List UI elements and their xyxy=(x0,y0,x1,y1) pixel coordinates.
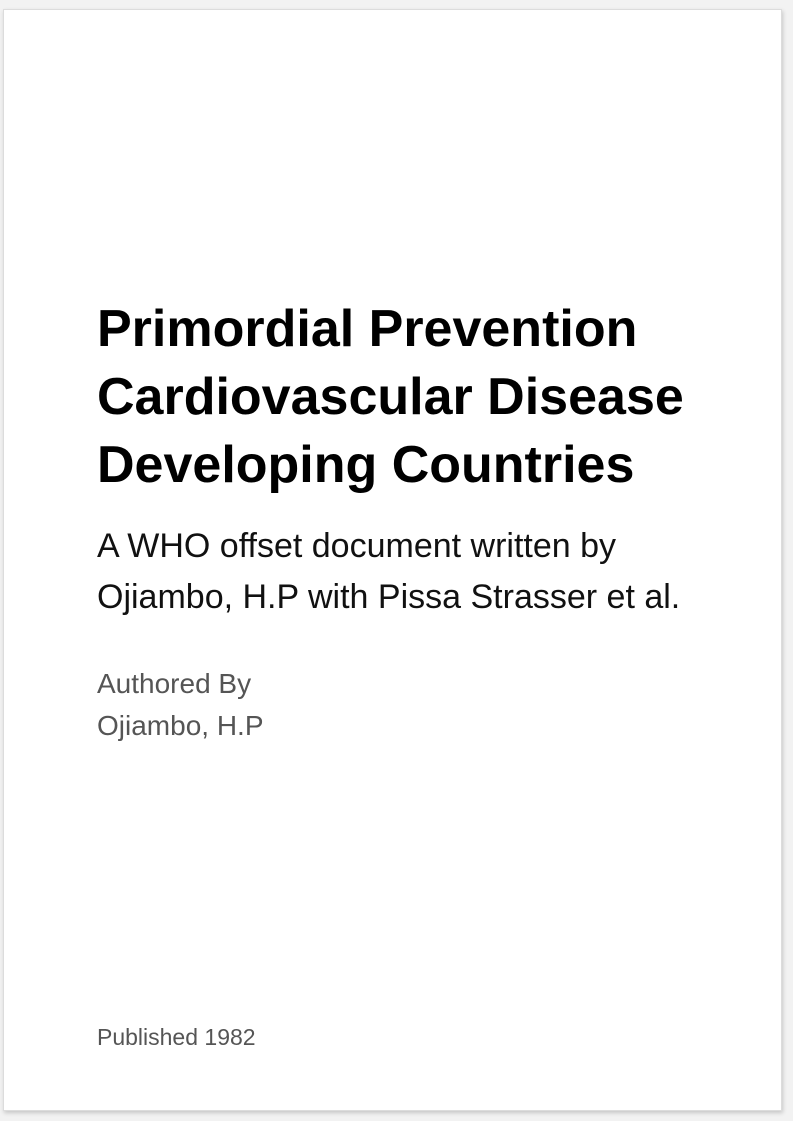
document-subtitle: A WHO offset document written by Ojiambo, H.P with Pissa Strasser et al. xyxy=(97,527,681,616)
author-name: Ojiambo, H.P xyxy=(97,710,264,741)
document-page xyxy=(3,9,782,1111)
published-date: Published 1982 xyxy=(97,1024,256,1050)
cover-content xyxy=(97,295,737,747)
author-block xyxy=(97,663,737,747)
authored-by-label: Authored By xyxy=(97,668,252,699)
document-title: Primordial Prevention Cardiovascular Disease Developing Countries xyxy=(97,300,684,494)
